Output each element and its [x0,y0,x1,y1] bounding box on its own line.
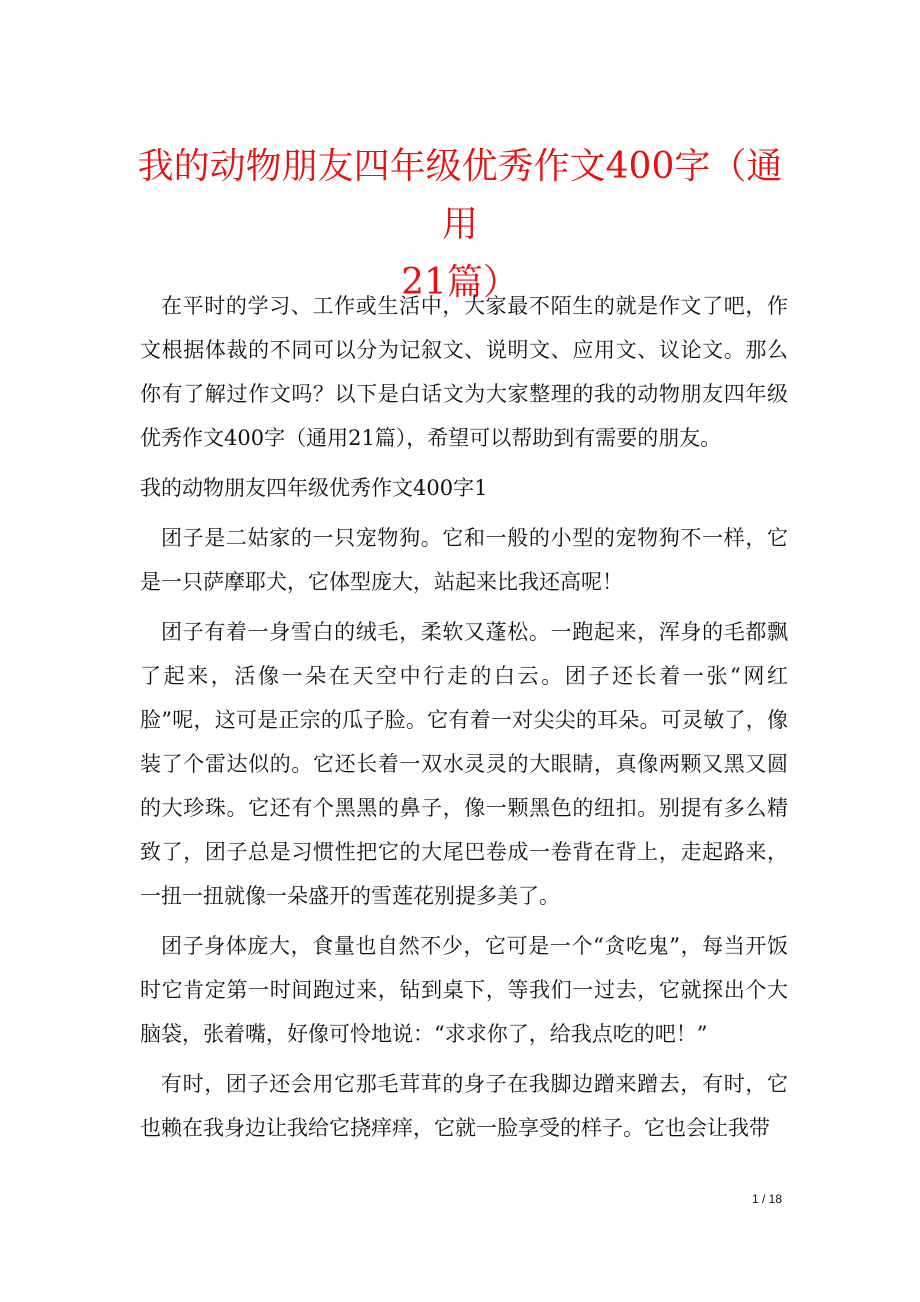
body-paragraph: 有时，团子还会用它那毛茸茸的身子在我脚边蹭来蹭去，有时，它也赖在我身边让我给它挠痒痒，它就一脸享受的样子。它也会让我带 [140,1072,788,1140]
body-paragraph: 团子有着一身雪白的绒毛，柔软又蓬松。一跑起来，浑身的毛都飘了起来，活像一朵在天空中行走的白云。团子还长着一张“网红脸”呢，这可是正宗的瓜子脸。它有着一对尖尖的耳朵。可灵敏了，像装了个雷达似的。它还长着一双水灵灵的大眼睛，真像两颗又黑又圆的大珍珠。它还有个黑黑的鼻子，像一颗黑色的纽扣。别提有多么精致了，团子总是习惯性把它的大尾巴卷成一卷背在背上，走起路来，一扭一扭就像一朵盛开的雪莲花别提多美了。 [140,620,788,908]
body-paragraph: 团子是二姑家的一只宠物狗。它和一般的小型的宠物狗不一样，它是一只萨摩耶犬，它体型庞大，站起来比我还高呢！ [140,526,788,594]
section-heading: 我的动物朋友四年级优秀作文400字1 [140,476,488,500]
title-line-2: 21篇） [401,262,519,303]
title-line-1: 我的动物朋友四年级优秀作文400字（通用 [137,146,783,245]
document-body [140,284,788,1156]
intro-paragraph: 在平时的学习、工作或生活中，大家最不陌生的就是作文了吧，作文根据体裁的不同可以分为记叙文、说明文、应用文、议论文。那么你有了解过作文吗？以下是白话文为大家整理的我的动物朋友四年级优秀作文400字（通用21篇），希望可以帮助到有需要的朋友。 [140,294,788,450]
page-number: 1 / 18 [751,1192,782,1206]
body-paragraph: 团子身体庞大，食量也自然不少，它可是一个“贪吃鬼”，每当开饭时它肯定第一时间跑过来，钻到桌下，等我们一过去，它就探出个大脑袋，张着嘴，好像可怜地说：“求求你了，给我点吃的吧！” [140,934,788,1046]
